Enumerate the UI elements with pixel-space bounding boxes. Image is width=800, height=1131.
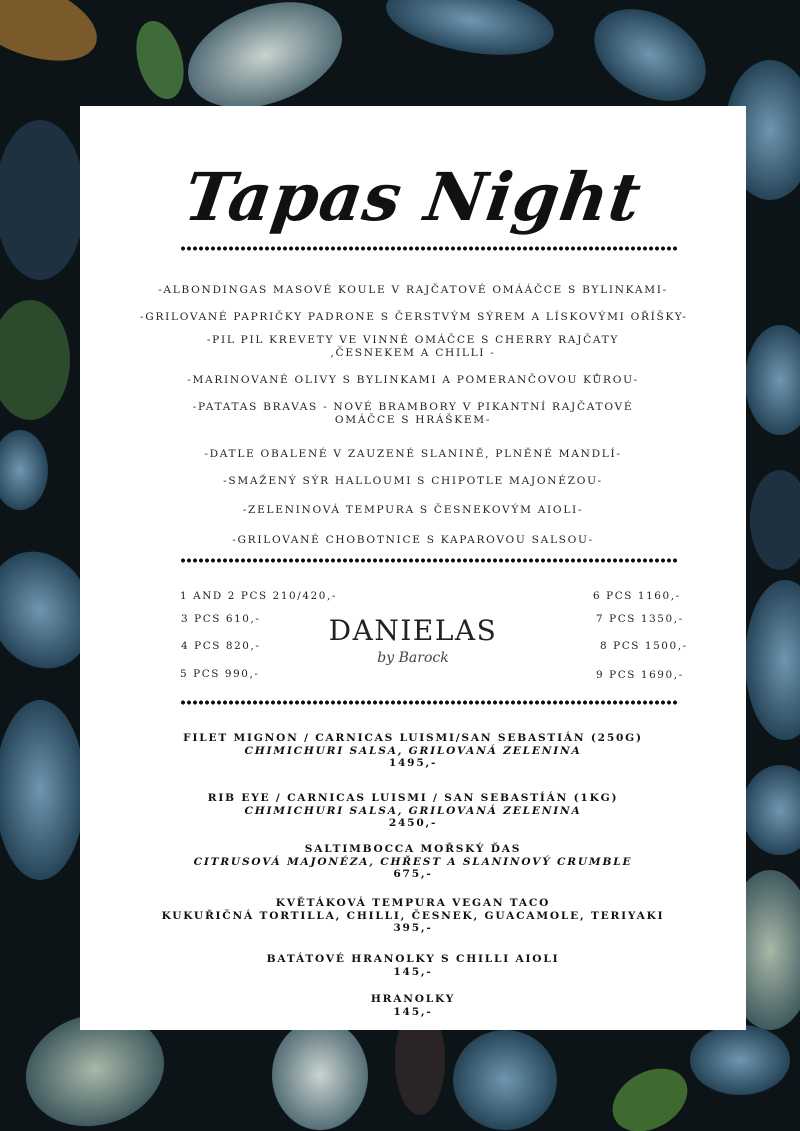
tapas-item: -ZELENINOVÁ TEMPURA S ČESNEKOVÝM AIOLI- bbox=[242, 504, 584, 516]
price-right: 9 PCS 1690,- bbox=[596, 669, 684, 681]
tapas-item: -ALBONDINGAS MASOVÉ KOULE V RAJČATOVÉ OMÁÁČCE S BYLINKAMI- bbox=[158, 284, 668, 296]
dotted-divider-bottom bbox=[180, 700, 678, 705]
restaurant-logo: DANIELAS bbox=[328, 614, 498, 647]
price-left: 1 AND 2 PCS 210/420,- bbox=[180, 590, 337, 602]
dish-name: HRANOLKY bbox=[370, 993, 456, 1005]
main-dish bbox=[80, 843, 746, 881]
tapas-item: -SMAŽENÝ SÝR HALLOUMI S CHIPOTLE MAJONÉZOU- bbox=[223, 475, 603, 487]
tapas-item: -DATLE OBALENÉ V ZAUZENÉ SLANINĚ, PLNĚNÉ MANDLÍ- bbox=[204, 448, 622, 460]
dish-name: RIB EYE / CARNICAS LUISMI / SAN SEBASTÍÁN (1KG) bbox=[207, 792, 619, 804]
dotted-divider-top bbox=[180, 246, 678, 251]
dish-price: 1495,- bbox=[388, 757, 438, 769]
main-dish bbox=[80, 732, 746, 770]
dish-price: 395,- bbox=[393, 922, 433, 934]
dish-name: SALTIMBOCCA MOŘSKÝ ĎAS bbox=[304, 843, 522, 855]
menu-title: Tapas Night bbox=[179, 158, 647, 236]
price-left: 3 PCS 610,- bbox=[181, 613, 261, 625]
price-left: 5 PCS 990,- bbox=[180, 668, 260, 680]
price-right: 7 PCS 1350,- bbox=[596, 613, 684, 625]
tapas-item: -GRILOVANÉ PAPRIČKY PADRONE S ČERSTVÝM SÝREM A LÍSKOVÝMI OŘÍŠKY- bbox=[140, 311, 688, 323]
main-dish bbox=[80, 792, 746, 830]
dish-price: 145,- bbox=[393, 965, 433, 978]
price-right: 8 PCS 1500,- bbox=[600, 640, 688, 652]
tapas-item-continued: ,ČESNEKEM A CHILLI - bbox=[330, 347, 496, 359]
price-left: 4 PCS 820,- bbox=[181, 640, 261, 652]
dish-name: FILET MIGNON / CARNICAS LUISMI/SAN SEBASTIÁN (250G) bbox=[183, 732, 643, 744]
tapas-item: -GRILOVANÉ CHOBOTNICE S KAPAROVOU SALSOU- bbox=[232, 534, 594, 546]
dish-name: BATÁTOVÉ HRANOLKY S CHILLI AIOLI bbox=[266, 953, 560, 965]
dish-description: CHIMICHURI SALSA, GRILOVANÁ ZELENINA bbox=[244, 744, 582, 757]
restaurant-logo-subtitle: by Barock bbox=[377, 650, 449, 666]
tapas-item: -PIL PIL KREVETY VE VINNÉ OMÁČCE S CHERRY RAJČATY bbox=[206, 334, 620, 346]
dish-price: 675,- bbox=[393, 868, 433, 880]
dish-price: 145,- bbox=[393, 1005, 433, 1018]
dotted-divider-middle bbox=[180, 558, 678, 563]
tapas-item: -MARINOVANÉ OLIVY S BYLINKAMI A POMERANČOVOU KŮROU- bbox=[187, 374, 639, 386]
dish-name: KVĚTÁKOVÁ TEMPURA VEGAN TACO bbox=[275, 897, 551, 909]
main-dish bbox=[80, 897, 746, 935]
tapas-item-continued: OMÁČCE S HRÁŠKEM- bbox=[334, 414, 492, 426]
main-dish bbox=[80, 953, 746, 978]
menu-card bbox=[80, 106, 746, 1030]
dish-description: CITRUSOVÁ MAJONÉZA, CHŘEST A SLANINOVÝ CRUMBLE bbox=[193, 855, 633, 868]
dish-price: 2450,- bbox=[388, 817, 438, 829]
dish-description: KUKUŘIČNÁ TORTILLA, CHILLI, ČESNEK, GUACAMOLE, TERIYAKI bbox=[161, 909, 665, 922]
tapas-item: -PATATAS BRAVAS - NOVÉ BRAMBORY V PIKANTNÍ RAJČATOVÉ bbox=[192, 401, 634, 413]
main-dish bbox=[80, 993, 746, 1018]
price-right: 6 PCS 1160,- bbox=[593, 590, 681, 602]
dish-description: CHIMICHURI SALSA, GRILOVANÁ ZELENINA bbox=[244, 804, 582, 817]
